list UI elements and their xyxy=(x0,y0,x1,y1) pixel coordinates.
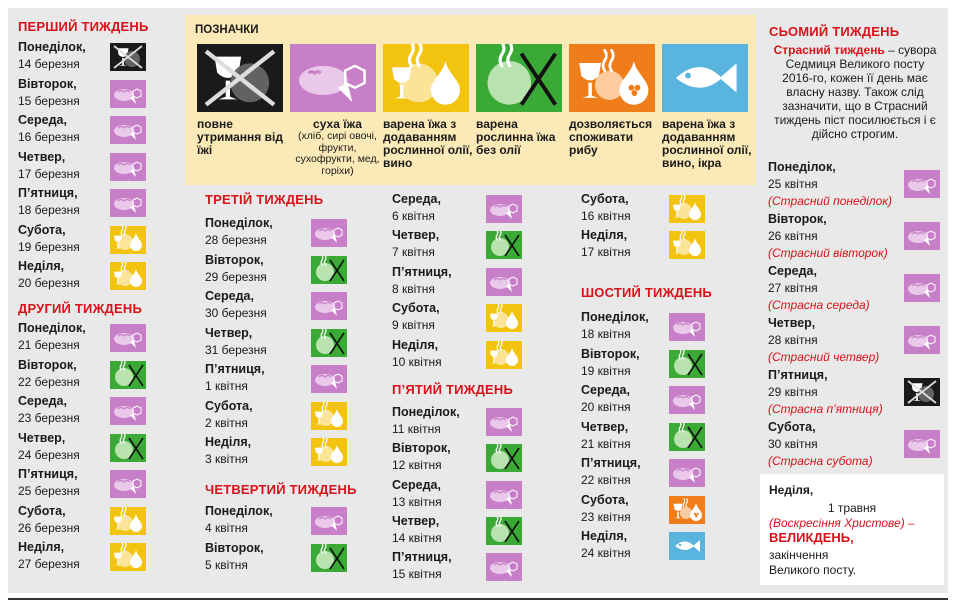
week2-day-6 xyxy=(18,540,110,574)
week2-day-3 xyxy=(18,431,110,465)
day-name: Неділя, xyxy=(392,338,439,352)
dry-food-icon xyxy=(311,507,347,535)
day-date: 16 березня xyxy=(18,130,80,144)
legend-label-text-0: повне утримання від їжі xyxy=(197,117,283,157)
dry-food-icon xyxy=(669,313,705,341)
week6-title: ШОСТИЙ ТИЖДЕНЬ xyxy=(581,285,712,300)
week7-day-4 xyxy=(768,368,904,416)
day-name: Субота, xyxy=(392,301,440,315)
week7-day-2 xyxy=(768,264,904,312)
week5-day-3 xyxy=(392,514,486,548)
dry-food-icon xyxy=(904,274,940,302)
week3-title: ТРЕТІЙ ТИЖДЕНЬ xyxy=(205,192,324,207)
week2-day-1 xyxy=(18,358,110,392)
easter-day-name: Неділя, xyxy=(769,483,814,497)
day-date: 3 квітня xyxy=(205,452,248,466)
day-name: Четвер, xyxy=(392,228,440,242)
easter-title: ВЕЛИКДЕНЬ, xyxy=(769,530,854,545)
cooked-no-oil-icon xyxy=(110,434,146,462)
dry-food-icon xyxy=(904,326,940,354)
day-date: 28 березня xyxy=(205,233,267,247)
day-name: Середа, xyxy=(392,192,441,206)
day-note: (Страсна середа) xyxy=(768,298,870,312)
day-date: 27 березня xyxy=(18,557,80,571)
week4-day-5 xyxy=(392,301,486,335)
week4-title: ЧЕТВЕРТИЙ ТИЖДЕНЬ xyxy=(205,482,357,497)
day-date: 12 квітня xyxy=(392,458,442,472)
day-name: Четвер, xyxy=(18,149,66,164)
dry-food-icon xyxy=(311,219,347,247)
week1-day-2 xyxy=(18,113,110,147)
cooked-oil-wine-icon xyxy=(311,438,347,466)
day-name: Вівторок, xyxy=(18,357,77,372)
dry-food-icon xyxy=(486,408,522,436)
easter-line2: Великого посту. xyxy=(769,563,857,577)
cooked-no-oil-icon xyxy=(311,256,347,284)
day-date: 23 квітня xyxy=(581,509,631,524)
day-date: 31 березня xyxy=(205,342,267,357)
day-date: 20 березня xyxy=(18,276,80,290)
day-date: 25 квітня xyxy=(768,177,818,191)
legend-title: ПОЗНАЧКИ xyxy=(195,24,259,36)
dry-food-icon xyxy=(669,459,705,487)
cooked-oil-wine-caviar-icon xyxy=(669,496,705,524)
day-name: Середа, xyxy=(18,394,67,408)
day-date: 20 квітня xyxy=(581,400,631,414)
day-name: П’ятниця, xyxy=(392,550,452,564)
dry-food-icon xyxy=(311,292,347,320)
day-date: 14 березня xyxy=(18,57,80,71)
easter-note: (Воскресіння Христове) – xyxy=(769,516,915,530)
week1-day-1 xyxy=(18,77,110,111)
day-date: 9 квітня xyxy=(392,318,435,332)
day-name: Четвер, xyxy=(768,316,816,330)
day-name: Неділя, xyxy=(205,435,252,449)
easter-line1: закінчення xyxy=(769,548,829,562)
day-name: Четвер, xyxy=(581,419,629,434)
day-date: 26 березня xyxy=(18,520,80,535)
day-date: 28 квітня xyxy=(768,333,818,347)
day-name: Субота, xyxy=(768,420,816,434)
day-name: Середа, xyxy=(581,383,630,397)
no-food-icon xyxy=(904,378,940,406)
dry-food-icon xyxy=(110,470,146,498)
day-date: 26 квітня xyxy=(768,229,818,243)
cooked-oil-wine-icon xyxy=(110,507,146,535)
bottom-divider xyxy=(8,598,948,600)
week7-day-3 xyxy=(768,316,904,364)
dry-food-icon xyxy=(110,80,146,108)
legend-panel xyxy=(185,15,756,185)
week1-day-5 xyxy=(18,223,110,257)
day-name: Субота, xyxy=(581,192,629,206)
day-date: 18 березня xyxy=(18,203,80,217)
week3-day-3 xyxy=(205,326,311,360)
day-date: 27 квітня xyxy=(768,281,818,295)
day-date: 5 квітня xyxy=(205,558,248,572)
fish-icon xyxy=(669,532,705,560)
week6-day-6 xyxy=(581,529,669,563)
dry-food-icon xyxy=(486,481,522,509)
week5-title: П’ЯТИЙ ТИЖДЕНЬ xyxy=(392,382,514,397)
day-date: 29 квітня xyxy=(768,385,818,399)
day-date: 11 квітня xyxy=(392,422,441,436)
week4-day-6 xyxy=(392,338,486,372)
day-date: 23 березня xyxy=(18,411,80,425)
cooked-oil-wine-icon xyxy=(110,262,146,290)
week7-day-5 xyxy=(768,420,904,468)
week6-day-3 xyxy=(581,420,669,454)
day-name: Вівторок, xyxy=(205,252,264,267)
cooked-no-oil-icon xyxy=(486,231,522,259)
day-date: 17 квітня xyxy=(581,245,631,259)
day-note: (Страсний понеділок) xyxy=(768,194,892,208)
day-note: (Страсна субота) xyxy=(768,454,873,468)
week4-day-0 xyxy=(205,504,311,538)
dry-food-icon xyxy=(311,365,347,393)
cooked-no-oil-icon xyxy=(110,361,146,389)
day-date: 21 березня xyxy=(18,338,80,352)
week1-title: ПЕРШИЙ ТИЖДЕНЬ xyxy=(18,19,149,34)
cooked-oil-wine-icon xyxy=(110,226,146,254)
day-date: 13 квітня xyxy=(392,495,442,509)
week2-day-0 xyxy=(18,321,110,355)
week4-day-2 xyxy=(392,192,486,226)
day-name: Субота, xyxy=(581,492,629,507)
week5-day-6 xyxy=(581,228,669,262)
week6-day-0 xyxy=(581,310,669,344)
dry-food-icon xyxy=(110,189,146,217)
legend-label-5 xyxy=(662,118,757,170)
day-name: Вівторок, xyxy=(392,441,451,455)
cooked-oil-wine-icon xyxy=(486,304,522,332)
dry-food-icon xyxy=(290,44,376,112)
legend-label-2 xyxy=(383,118,478,170)
day-date: 7 квітня xyxy=(392,245,435,259)
day-date: 16 квітня xyxy=(581,209,631,223)
day-name: Понеділок, xyxy=(205,216,273,230)
week3-day-1 xyxy=(205,253,311,287)
dry-food-icon xyxy=(110,153,146,181)
day-name: Понеділок, xyxy=(768,160,836,174)
week1-day-4 xyxy=(18,186,110,220)
day-name: Понеділок, xyxy=(392,405,460,419)
week7-intro-text: – сувора Седмиця Великого посту 2016-го, кожен її день має власну назву. Також слід зазначити, що в Страсний тиждень піст посилюється і є дійсно строгим. xyxy=(774,43,937,141)
no-food-icon xyxy=(110,43,146,71)
week6-day-1 xyxy=(581,347,669,381)
week7-intro-bold: Страсний тиждень xyxy=(773,43,885,57)
day-name: П’ятниця, xyxy=(581,456,641,470)
week7-day-0 xyxy=(768,160,904,208)
day-name: Вівторок, xyxy=(581,346,640,361)
week1-day-3 xyxy=(18,150,110,184)
week2-title: ДРУГИЙ ТИЖДЕНЬ xyxy=(18,301,143,316)
day-name: П’ятниця, xyxy=(205,362,265,376)
day-name: Неділя, xyxy=(581,228,628,242)
week6-day-2 xyxy=(581,383,669,417)
dry-food-icon xyxy=(904,170,940,198)
cooked-no-oil-icon xyxy=(311,329,347,357)
day-name: Неділя, xyxy=(581,529,628,543)
day-name: П’ятниця, xyxy=(18,186,78,200)
dry-food-icon xyxy=(486,553,522,581)
fish-icon xyxy=(569,44,655,112)
day-name: Неділя, xyxy=(18,259,65,273)
day-date: 18 квітня xyxy=(581,327,631,341)
legend-label-text-5: варена їжа з додаванням рослинної олії, вино, ікра xyxy=(662,117,752,170)
week1-day-6 xyxy=(18,259,110,293)
day-date: 10 квітня xyxy=(392,355,442,369)
day-date: 15 березня xyxy=(18,93,80,108)
dry-food-icon xyxy=(110,324,146,352)
day-date: 2 квітня xyxy=(205,415,248,430)
day-name: Вівторок, xyxy=(205,541,264,555)
day-name: Неділя, xyxy=(18,540,65,554)
cooked-oil-wine-icon xyxy=(669,231,705,259)
week3-day-0 xyxy=(205,216,311,250)
day-name: Четвер, xyxy=(205,325,253,340)
dry-food-icon xyxy=(110,397,146,425)
week7-intro xyxy=(769,43,941,141)
day-name: Четвер, xyxy=(18,430,66,445)
day-date: 17 березня xyxy=(18,166,80,181)
day-date: 8 квітня xyxy=(392,282,435,296)
day-date: 30 березня xyxy=(205,306,267,320)
cooked-oil-wine-icon xyxy=(110,543,146,571)
legend-label-0 xyxy=(197,118,292,157)
day-date: 24 березня xyxy=(18,447,80,462)
cooked-no-oil-icon xyxy=(486,517,522,545)
easter-date: 1 травня xyxy=(827,501,877,515)
week6-day-5 xyxy=(581,493,669,527)
day-name: Понеділок, xyxy=(205,504,273,518)
week5-day-5 xyxy=(581,192,669,226)
week4-day-4 xyxy=(392,265,486,299)
dry-food-icon xyxy=(486,268,522,296)
day-date: 25 березня xyxy=(18,484,80,498)
legend-label-text-3: варена рослинна їжа без олії xyxy=(476,117,556,157)
cooked-oil-wine-icon xyxy=(486,341,522,369)
week3-day-5 xyxy=(205,399,311,433)
easter-box xyxy=(760,474,944,585)
day-date: 19 березня xyxy=(18,239,80,254)
week5-day-1 xyxy=(392,441,486,475)
day-name: Понеділок, xyxy=(18,40,86,54)
week2-day-5 xyxy=(18,504,110,538)
legend-label-4 xyxy=(569,118,664,157)
cooked-oil-wine-icon xyxy=(311,402,347,430)
day-name: Субота, xyxy=(18,222,66,237)
day-date: 4 квітня xyxy=(205,521,248,535)
day-name: Вівторок, xyxy=(768,212,827,226)
legend-label-3 xyxy=(476,118,571,157)
cooked-oil-wine-icon xyxy=(383,44,469,112)
day-note: (Страсний четвер) xyxy=(768,350,880,364)
day-name: П’ятниця, xyxy=(18,467,78,481)
day-name: Середа, xyxy=(18,113,67,127)
week1-day-0 xyxy=(18,40,110,74)
week5-day-4 xyxy=(392,550,486,584)
day-date: 30 квітня xyxy=(768,437,818,451)
no-food-icon xyxy=(197,44,283,112)
day-name: Середа, xyxy=(392,478,441,492)
week3-day-4 xyxy=(205,362,311,396)
week2-day-2 xyxy=(18,394,110,428)
day-note: (Страсна п’ятниця) xyxy=(768,402,883,416)
day-date: 22 квітня xyxy=(581,473,631,487)
legend-label-1 xyxy=(290,118,385,177)
day-name: Вівторок, xyxy=(18,76,77,91)
day-date: 6 квітня xyxy=(392,209,435,223)
legend-label-text-1: суха їжа xyxy=(313,117,362,131)
cooked-no-oil-icon xyxy=(669,350,705,378)
cooked-oil-wine-caviar-icon xyxy=(662,44,748,112)
cooked-no-oil-icon xyxy=(311,544,347,572)
dry-food-icon xyxy=(669,386,705,414)
week5-day-2 xyxy=(392,478,486,512)
day-note: (Страсний вівторок) xyxy=(768,246,888,260)
day-name: Середа, xyxy=(205,289,254,303)
day-name: Понеділок, xyxy=(581,310,649,324)
dry-food-icon xyxy=(904,430,940,458)
cooked-no-oil-icon xyxy=(476,44,562,112)
day-name: Четвер, xyxy=(392,514,440,528)
week6-day-4 xyxy=(581,456,669,490)
week3-day-2 xyxy=(205,289,311,323)
dry-food-icon xyxy=(486,195,522,223)
week3-day-6 xyxy=(205,435,311,469)
day-name: П’ятниця, xyxy=(392,265,452,279)
cooked-oil-wine-icon xyxy=(669,195,705,223)
day-date: 15 квітня xyxy=(392,567,442,581)
week4-day-1 xyxy=(205,541,311,575)
day-name: Субота, xyxy=(18,503,66,518)
day-date: 22 березня xyxy=(18,374,80,389)
week5-day-0 xyxy=(392,405,486,439)
dry-food-icon xyxy=(110,116,146,144)
day-date: 19 квітня xyxy=(581,363,631,378)
legend-label-text-4: дозволяється споживати рибу xyxy=(569,117,653,157)
dry-food-icon xyxy=(904,222,940,250)
cooked-no-oil-icon xyxy=(486,444,522,472)
week4-day-3 xyxy=(392,228,486,262)
day-name: Понеділок, xyxy=(18,321,86,335)
day-date: 14 квітня xyxy=(392,531,442,545)
legend-label-text-2: варена їжа з додаванням рослинної олії, вино xyxy=(383,117,473,170)
day-name: Субота, xyxy=(205,398,253,413)
day-name: П’ятниця, xyxy=(768,368,828,382)
week2-day-4 xyxy=(18,467,110,501)
cooked-no-oil-icon xyxy=(669,423,705,451)
day-date: 21 квітня xyxy=(581,436,631,451)
day-name: Середа, xyxy=(768,264,817,278)
week7-day-1 xyxy=(768,212,904,260)
day-date: 1 квітня xyxy=(205,379,248,393)
week7-title: СЬОМИЙ ТИЖДЕНЬ xyxy=(769,24,900,39)
legend-sublabel-1: (хліб, сирі овочі, фрукти, сухофрукти, мед, горіхи) xyxy=(295,130,380,177)
day-date: 29 березня xyxy=(205,269,267,284)
day-date: 24 квітня xyxy=(581,546,631,560)
